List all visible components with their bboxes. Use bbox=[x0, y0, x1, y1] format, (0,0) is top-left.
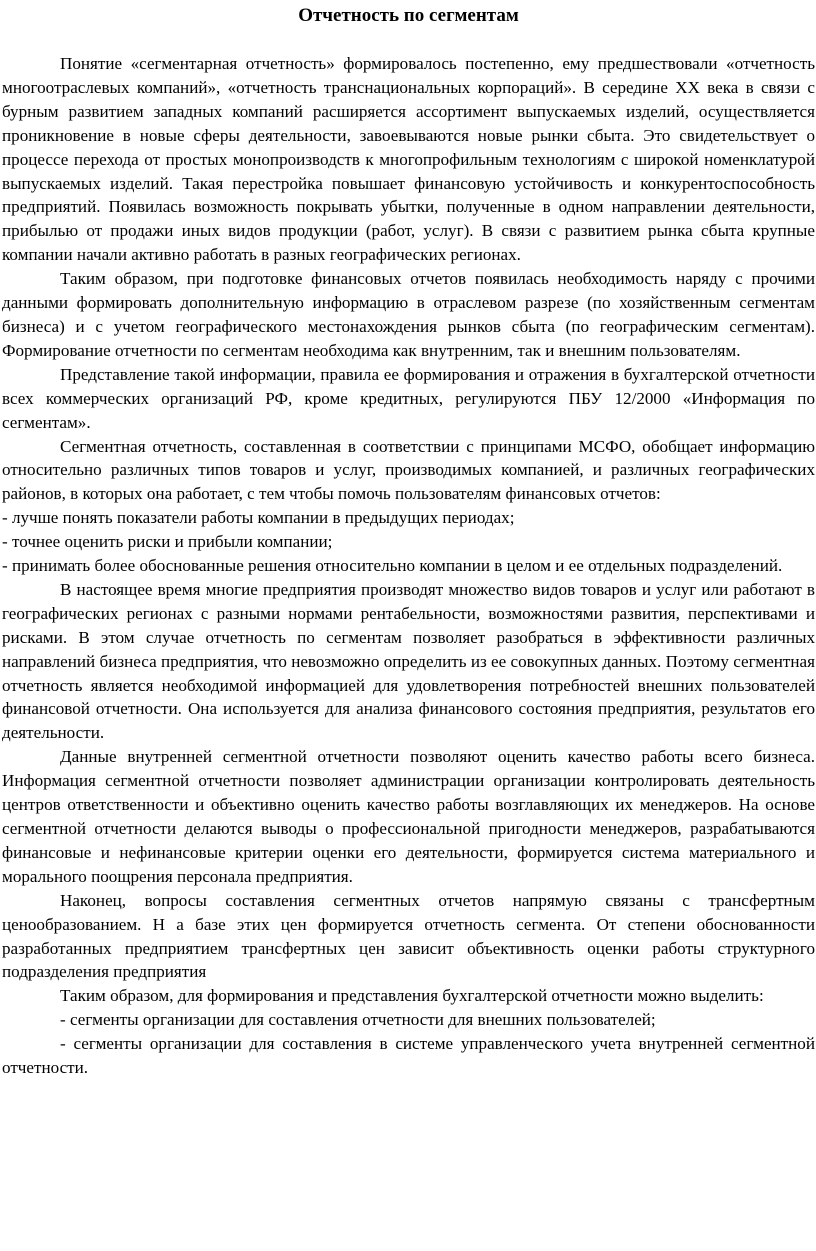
document-title: Отчетность по сегментам bbox=[298, 5, 519, 26]
paragraph-4: Сегментная отчетность, составленная в соответствии с принципами МСФО, обобщает информацию относительно различных типов товаров и услуг, производимых компанией, и различных географических районов, в которых она работает, с тем чтобы помочь пользователям финансовых отчетов: bbox=[2, 436, 815, 504]
paragraph-2: Таким образом, при подготовке финансовых отчетов появилась необходимость наряду с прочими данными формировать дополнительную информацию в отраслевом разрезе (по хозяйственным сегментам бизнеса) и с учетом географического местонахождения рынков сбыта (по географическим сегментам). Формирование отчетности по сегментам необходима как внутренним, так и внешним пользователям. bbox=[2, 269, 815, 360]
paragraph-8: Таким образом, для формирования и представления бухгалтерской отчетности можно выделить: bbox=[60, 986, 764, 1006]
list-item-2: - точнее оценить риски и прибыли компании; bbox=[2, 532, 333, 552]
list-item-3: - принимать более обоснованные решения относительно компании в целом и ее отдельных подразделений. bbox=[2, 556, 783, 576]
paragraph-7: Наконец, вопросы составления сегментных отчетов напрямую связаны с трансфертным ценообразованием. Н а базе этих цен формируется отчетность сегмента. От степени обоснованности разработанных предприятием трансфертных цен зависит объективность оценки работы структурного подразделения предприятия bbox=[2, 890, 815, 982]
paragraph-6: Данные внутренней сегментной отчетности позволяют оценить качество работы всего бизнеса. Информация сегментной отчетности позволяет администрации организации контролировать деятельность центров ответственности и объективно оценить качество работы возглавляющих их менеджеров. На основе сегментной отчетности делаются выводы о профессиональной пригодности менеджеров, разрабатываются финансовые и нефинансовые критерии оценки его деятельности, формируется система материального и морального поощрения персонала предприятия. bbox=[2, 747, 815, 886]
paragraph-5: В настоящее время многие предприятия производят множество видов товаров и услуг или работают в географических регионах с разными нормами рентабельности, возможностями развития, перспективами и рисками. В этом случае отчетность по сегментам позволяет разобраться в эффективности различных направлений бизнеса предприятия, что невозможно определить из ее совокупных данных. Поэтому сегментная отчетность является необходимой информацией для удовлетворения потребностей внешних пользователей финансовой отчетности. Она используется для анализа финансового состояния предприятия, результатов его деятельности. bbox=[2, 579, 815, 743]
paragraph-3: Представление такой информации, правила ее формирования и отражения в бухгалтерской отчетности всех коммерческих организаций РФ, кроме кредитных, регулируются ПБУ 12/2000 «Информация по сегментам». bbox=[2, 364, 815, 432]
list-item-5: - сегменты организации для составления в системе управленческого учета внутренней сегментной отчетности. bbox=[2, 1034, 815, 1078]
list-item-4: - сегменты организации для составления отчетности для внешних пользователей; bbox=[60, 1010, 656, 1030]
paragraph-1: Понятие «сегментарная отчетность» формировалось постепенно, ему предшествовали «отчетность многоотраслевых компаний», «отчетность транснациональных корпораций». В середине XX века в связи с бурным развитием западных компаний расширяется ассортимент выпускаемых изделий, осуществляется проникновение в новые сферы деятельности, завоевываются новые рынки сбыта. Это свидетельствует о процессе перехода от простых монопроизводств к многопрофильным технологиям с широкой номенклатурой выпускаемых изделий. Такая перестройка повышает финансовую устойчивость и конкурентоспособность предприятий. Появилась возможность покрывать убытки, полученные в одном направлении деятельности, прибылью от продажи иных видов продукции (работ, услуг). В связи с развитием рынка сбыта крупные компании начали активно работать в разных географических регионах. bbox=[2, 54, 815, 265]
list-item-1: - лучше понять показатели работы компании в предыдущих периодах; bbox=[2, 508, 515, 528]
